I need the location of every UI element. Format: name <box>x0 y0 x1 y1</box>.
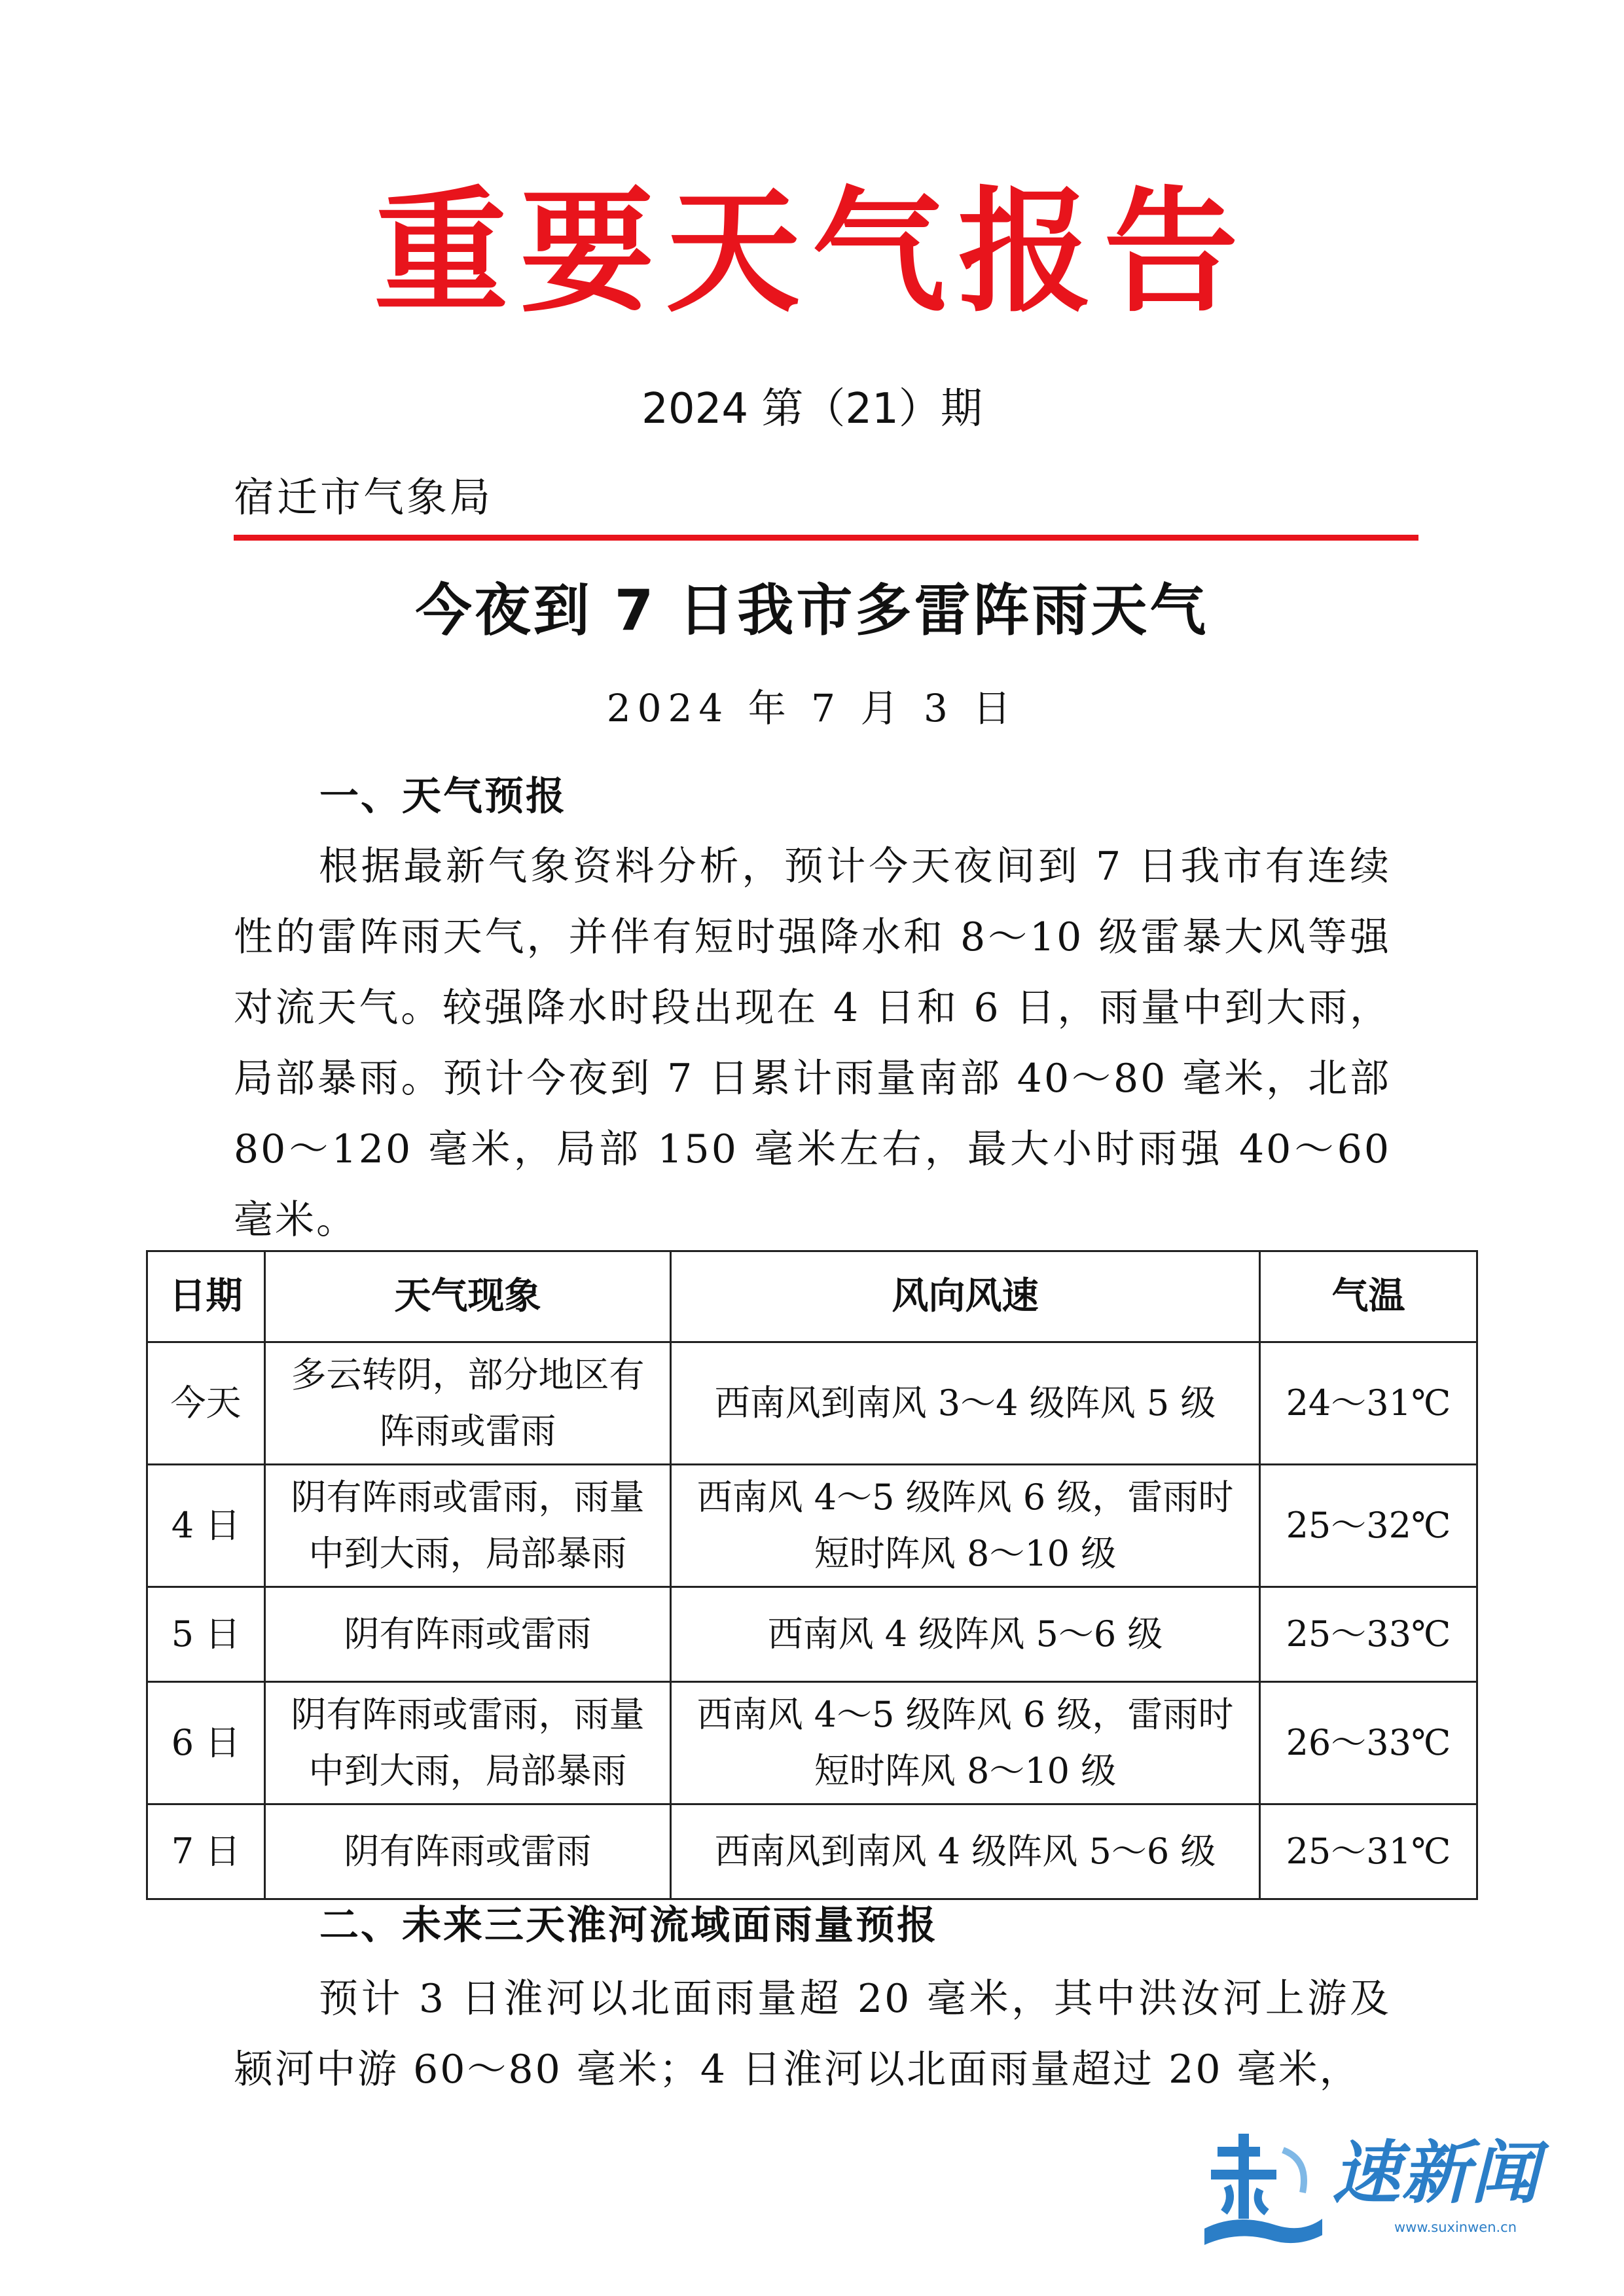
speed-news-logo-icon <box>1198 2121 1329 2251</box>
cell-weather: 阴有阵雨或雷雨，雨量中到大雨，局部暴雨 <box>265 1682 671 1804</box>
cell-date: 6 日 <box>147 1682 265 1804</box>
table-header-row <box>147 1251 1477 1342</box>
cell-temperature: 25～33℃ <box>1260 1587 1477 1682</box>
cell-temperature: 25～32℃ <box>1260 1465 1477 1587</box>
cell-wind: 西南风 4 级阵风 5～6 级 <box>671 1587 1260 1682</box>
header-temperature: 气温 <box>1260 1251 1477 1342</box>
table-row <box>147 1587 1477 1682</box>
issue-number: 2024 第（21）期 <box>641 385 983 433</box>
forecast-paragraph: 根据最新气象资料分析，预计今天夜间到 7 日我市有连续性的雷阵雨天气，并伴有短时强降水和 8～10 级雷暴大风等强对流天气。较强降水时段出现在 4 日和 6 日，雨量中到大雨，局部暴雨。预计今夜到 7 日累计雨量南部 40～80 毫米，北部 80～120 毫米，局部 150 毫米左右，最大小时雨强 40～60 毫米。 <box>234 844 1391 1243</box>
report-date: 2024 年 7 月 3 日 <box>606 686 1018 730</box>
cell-wind: 西南风到南风 4 级阵风 5～6 级 <box>671 1804 1260 1899</box>
cell-weather: 阴有阵雨或雷雨，雨量中到大雨，局部暴雨 <box>265 1465 671 1587</box>
table-row <box>147 1342 1477 1465</box>
forecast-table <box>146 1250 1478 1900</box>
cell-temperature: 26～33℃ <box>1260 1682 1477 1804</box>
header-date: 日期 <box>147 1251 265 1342</box>
cell-weather: 阴有阵雨或雷雨 <box>265 1587 671 1682</box>
report-headline: 今夜到 7 日我市多雷阵雨天气 <box>415 578 1209 643</box>
issuing-agency: 宿迁市气象局 <box>234 473 494 521</box>
table-row <box>147 1804 1477 1899</box>
red-divider <box>234 535 1418 541</box>
table-row <box>147 1682 1477 1804</box>
header-wind: 风向风速 <box>671 1251 1260 1342</box>
masthead-title: 重要天气报告 <box>374 173 1250 331</box>
cell-weather: 阴有阵雨或雷雨 <box>265 1804 671 1899</box>
cell-weather: 多云转阴，部分地区有阵雨或雷雨 <box>265 1342 671 1465</box>
watermark-logo <box>1198 2121 1551 2251</box>
cell-temperature: 25～31℃ <box>1260 1804 1477 1899</box>
cell-date: 7 日 <box>147 1804 265 1899</box>
cell-wind: 西南风 4～5 级阵风 6 级，雷雨时短时阵风 8～10 级 <box>671 1682 1260 1804</box>
header-weather: 天气现象 <box>265 1251 671 1342</box>
watermark-url: www.suxinwen.cn <box>1394 2219 1517 2235</box>
cell-date: 5 日 <box>147 1587 265 1682</box>
rainfall-paragraph: 预计 3 日淮河以北面雨量超 20 毫米，其中洪汝河上游及颍河中游 60～80 毫米；4 日淮河以北面雨量超过 20 毫米， <box>234 1976 1391 2092</box>
cell-wind: 西南风到南风 3～4 级阵风 5 级 <box>671 1342 1260 1465</box>
cell-date: 4 日 <box>147 1465 265 1587</box>
section-heading-forecast: 一、天气预报 <box>319 774 567 819</box>
section-heading-rainfall: 二、未来三天淮河流域面雨量预报 <box>319 1903 938 1948</box>
cell-wind: 西南风 4～5 级阵风 6 级，雷雨时短时阵风 8～10 级 <box>671 1465 1260 1587</box>
table-row <box>147 1465 1477 1587</box>
cell-date: 今天 <box>147 1342 265 1465</box>
cell-temperature: 24～31℃ <box>1260 1342 1477 1465</box>
watermark-text: 速新闻 <box>1332 2132 1541 2213</box>
